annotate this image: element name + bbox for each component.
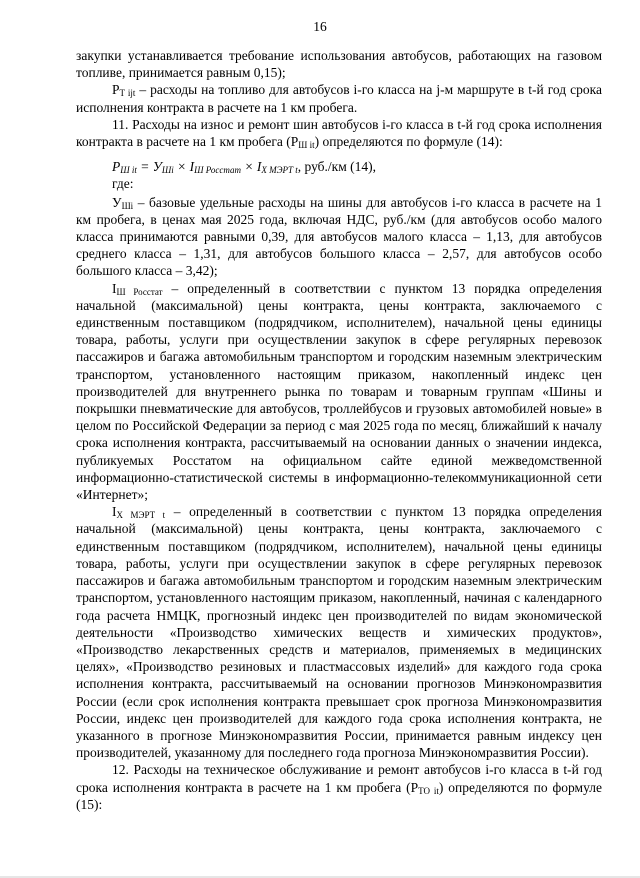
formula-14 <box>76 158 602 175</box>
paragraph-fuel-costs <box>76 81 602 115</box>
formula-subscript: Х МЭРТ t <box>261 165 298 176</box>
symbol: I <box>112 504 117 520</box>
formula-subscript: Ш it <box>120 165 137 176</box>
where-label: где: <box>112 176 134 192</box>
paragraph-text: – определенный в соответствии с пунктом 13 порядка определения начальной (максимальной) цены контракта, цены контракта, заключаемого с единственным поставщиком (подрядчиком, исполнителем), начальной цены единицы товара, работы, услуги при осуществлении закупок в сфере регулярных перевозок пассажиров и багажа автомобильным транспортом и городским наземным электрическим транспортом, установленного настоящим приказом, накопленный индекс цен производителей для внутреннего рынка по товарам и товарным группам «Шины и покрышки пневматические для автобусов, троллейбусов и грузовых автомобилей новые» в целом по Российской Федерации за период с мая 2025 года по месяц, ближайший к началу срока исполнения контракта, рассчитываемый на основании данных о значении индекса, публикуемых Росстатом на официальном сайте единой межведомственной информационно-статистической системы в информационно-телекоммуникационной сети «Интернет»; <box>76 280 603 503</box>
symbol-subscript: Ш it <box>298 140 315 151</box>
formula-term: × I <box>241 159 262 175</box>
paragraph-item-12 <box>76 761 602 813</box>
symbol-subscript: ТО it <box>418 785 439 796</box>
paragraph-text: ) определяются по формуле (15): <box>76 779 602 812</box>
paragraph-rosstat-index <box>76 280 602 504</box>
paragraph-tire-base-costs <box>76 194 602 280</box>
paragraph-text: – базовые удельные расходы на шины для автобусов i-го класса в расчете на 1 км пробега, в ценах мая 2025 года, включая НДС, руб./км (для автобусов особо малого класса принимаются равными 0,39, для автобусов малого класса – 1,13, для автобусов среднего класса – 1,31, для автобусов большого класса – 2,57, для автобусов особо большого класса – 3,42); <box>76 194 602 279</box>
formula-term: × I <box>173 159 195 175</box>
paragraph-fuel-tail <box>76 47 602 81</box>
formula-subscript: Шi <box>161 165 174 176</box>
paragraph-mert-index <box>76 503 602 761</box>
symbol-subscript: Шi <box>121 200 134 211</box>
formula-term: = У <box>136 159 162 175</box>
symbol: У <box>112 194 122 210</box>
symbol-subscript: Ш Росстат <box>116 286 163 297</box>
symbol-subscript: Х МЭРТ t <box>116 510 166 521</box>
formula-subscript: Ш Росстат <box>194 165 242 176</box>
paragraph-text: 11. Расходы на износ и ремонт шин автобусов i-го класса в t-й год срока исполнения контракта в расчете на 1 км пробега (Р <box>76 116 602 150</box>
page-number: 16 <box>313 19 327 34</box>
paragraph-text: ) определяются по формуле (14): <box>314 134 503 150</box>
formula-lhs: Р <box>112 159 121 175</box>
paragraph-item-11 <box>76 116 602 150</box>
symbol-subscript: Т ijt <box>119 88 136 99</box>
paragraph-text: – определенный в соответствии с пунктом 13 порядка определения начальной (максимальной) цены контракта, цены контракта, заключаемого с единственным поставщиком (подрядчиком, исполнителем), начальной цены единицы товара, работы, услуги при осуществлении закупок в сфере регулярных перевозок пассажиров и багажа автомобильным транспортом и городским наземным электрическим транспортом, установленного настоящим приказом, накопленный, начиная с календарного года расчета НМЦК, прогнозный индекс цен производителей по видам экономической деятельности «Производство химических веществ и химических продуктов», «Производство лекарственных средств и материалов, применяемых в медицинских целях», «Производство резиновых и пластмассовых изделий» для каждого года срока исполнения контракта, рассчитываемый на основании прогнозов Минэкономразвития России (если срок исполнения контракта превышает срок прогноза Минэкономразвития России, индекс цен производителей для каждого года срока исполнения контракта, не указанного в прогнозе Минэкономразвития России, принимается равным индексу цен производителей, указанному для последнего года прогноза Минэкономразвития России). <box>76 504 602 761</box>
paragraph-text: закупки устанавливается требование использования автобусов, работающих на газовом топливе, принимается равным 0,15); <box>76 48 602 81</box>
paragraph-text: 12. Расходы на техническое обслуживание и ремонт автобусов i-го класса в t-й год срока исполнения контракта в расчете на 1 км пробега (Р <box>76 762 602 795</box>
page-body <box>76 47 602 813</box>
symbol: Р <box>112 82 120 98</box>
paragraph-text: – расходы на топливо для автобусов i-го класса на j-м маршруте в t-й год срока исполнения контракта в расчете на 1 км пробега. <box>76 82 602 115</box>
symbol: I <box>112 280 117 296</box>
formula-tail: , руб./км (14), <box>297 159 377 175</box>
